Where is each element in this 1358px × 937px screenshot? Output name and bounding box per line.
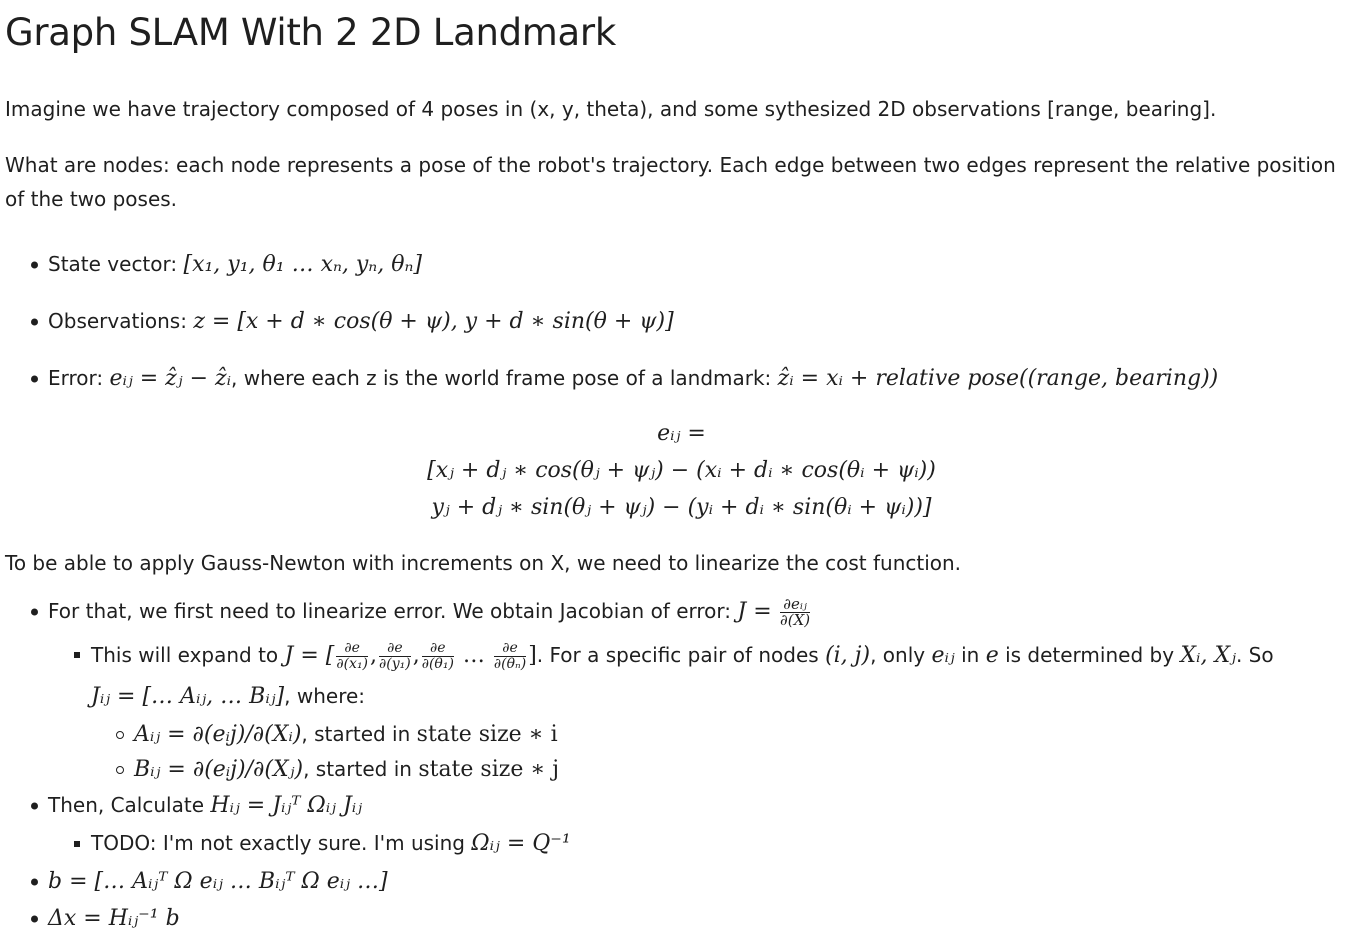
jacobian-lhs: J =	[737, 599, 772, 624]
list-item-delta-x	[5, 900, 1358, 937]
error-mid-text: , where each z is the world frame pose of a landmark:	[231, 366, 778, 390]
xs-math: Xᵢ, Xⱼ	[1180, 643, 1236, 668]
todo-list	[48, 824, 1358, 863]
equation-line-1: eᵢⱼ =	[657, 421, 706, 446]
partial-y1	[379, 641, 411, 672]
jij-math: Jᵢⱼ = [… Aᵢⱼ, … Bᵢⱼ]	[91, 684, 285, 709]
fraction-numerator: ∂e	[422, 641, 454, 657]
eij-math: eᵢⱼ	[931, 643, 955, 668]
state-label: State vector:	[48, 252, 184, 276]
b-vector-math: b = [… Aᵢⱼᵀ Ω eᵢⱼ … Bᵢⱼᵀ Ω eᵢⱼ …]	[48, 869, 388, 894]
list-item-a	[91, 717, 1358, 752]
list-item-todo	[48, 824, 1358, 863]
list-item-jacobian	[5, 588, 1358, 635]
solve-list	[5, 787, 1358, 824]
e-math: e	[985, 643, 999, 668]
a-tail: state size ∗ i	[416, 722, 558, 747]
blocks-list	[91, 717, 1358, 787]
nodes-paragraph: What are nodes: each node represents a pose of the robot's trajectory. Each edge between two edges represent the relative position of the two poses.	[5, 153, 1336, 211]
expand-text: . For a specific pair of nodes	[536, 643, 826, 667]
fraction-denominator: ∂(θ₁)	[421, 656, 454, 672]
delta-x-math: Δx = Hᵢⱼ⁻¹ b	[48, 906, 180, 931]
b-tail: state size ∗ j	[418, 757, 560, 782]
error-math2: ẑᵢ = xᵢ + relative pose((range, bearing))	[777, 366, 1219, 391]
list-item-b-vector	[5, 863, 1358, 900]
equation-line-2: [xⱼ + dⱼ ∗ cos(θⱼ + ψⱼ) − (xᵢ + dᵢ ∗ cos(θᵢ + ψᵢ))	[427, 458, 936, 483]
expand-label: This will expand to	[91, 643, 285, 667]
list-item-error	[5, 350, 1358, 407]
state-math: [x₁, y₁, θ₁ … xₙ, yₙ, θₙ]	[183, 252, 422, 277]
linearization-list	[5, 588, 1358, 635]
so-text: . So	[1235, 643, 1274, 667]
expand-lhs: J = [	[284, 643, 335, 668]
fraction-numerator: ∂e	[336, 641, 368, 657]
only-text: , only	[870, 643, 932, 667]
a-math: Aᵢⱼ = ∂(eᵢj)/∂(Xᵢ)	[134, 722, 302, 747]
todo-label: TODO: I'm not exactly sure. I'm using	[91, 831, 472, 855]
fraction-denominator: ∂(X)	[779, 611, 811, 629]
obs-math: z = [x + d ∗ cos(θ + ψ), y + d ∗ sin(θ + ψ)]	[193, 309, 674, 334]
jacobian-fraction	[780, 597, 810, 628]
intro-paragraph: Imagine we have trajectory composed of 4 poses in (x, y, theta), and some sythesized 2D observations [range, bearing].	[5, 97, 1217, 121]
list-item-hessian	[5, 787, 1358, 824]
definitions-list	[5, 236, 1358, 407]
equation-line-3: yⱼ + dⱼ ∗ sin(θⱼ + ψⱼ) − (yᵢ + dᵢ ∗ sin(θᵢ + ψᵢ))]	[431, 495, 932, 520]
where-text: , where:	[284, 684, 366, 708]
error-label: Error:	[48, 366, 110, 390]
partial-x1	[336, 641, 368, 672]
list-item-expand: This will expand to J = [ $\frac{\partial e}{\text{∂(x₁)}}$ , $\frac{\partial e}{\text{∂(y₁)}}$ , $\frac{\partial e}{\text{∂(θ₁)}}$ … $\frac{\partial e}{\text{∂(θₙ)}}$ ]. For a specific pair of nodes (i, j), only eᵢⱼ in e is determined by Xᵢ, Xⱼ. So Jᵢⱼ = [… Aᵢⱼ, … Bᵢⱼ], where: Aᵢⱼ = ∂(eᵢj)/∂(Xᵢ), started in state size ∗ i Bᵢⱼ = ∂(eᵢj)/∂(Xⱼ), started in state size ∗ j	[48, 635, 1358, 787]
a-text: , started in	[301, 722, 417, 746]
fraction-numerator: ∂e	[379, 641, 411, 657]
fraction-denominator: ∂(θₙ)	[493, 656, 527, 672]
b-math: Bᵢⱼ = ∂(eᵢj)/∂(Xⱼ)	[134, 757, 304, 782]
final-list	[5, 863, 1358, 937]
list-item-observations	[5, 293, 1358, 350]
determined-text: is determined by	[998, 643, 1181, 667]
pair-math: (i, j)	[825, 643, 871, 668]
list-item-state	[5, 236, 1358, 293]
list-item-b	[91, 752, 1358, 787]
fraction-denominator: ∂(x₁)	[336, 656, 369, 672]
error-equation-block	[5, 415, 1358, 526]
jacobian-label: For that, we first need to linearize error. We obtain Jacobian of error:	[48, 599, 738, 623]
gauss-newton-paragraph: To be able to apply Gauss-Newton with increments on X, we need to linearize the cost function.	[5, 551, 962, 575]
in-text: in	[954, 643, 986, 667]
obs-label: Observations:	[48, 309, 194, 333]
b-text: , started in	[303, 757, 419, 781]
hessian-label: Then, Calculate	[48, 793, 211, 817]
partial-thetan	[494, 641, 526, 672]
fraction-denominator: ∂(y₁)	[379, 656, 411, 672]
hessian-math: Hᵢⱼ = Jᵢⱼᵀ Ωᵢⱼ Jᵢⱼ	[210, 793, 363, 818]
partial-theta1	[422, 641, 454, 672]
fraction-numerator: ∂eᵢⱼ	[780, 597, 810, 613]
fraction-numerator: ∂e	[494, 641, 526, 657]
page-title: Graph SLAM With 2 2D Landmark	[5, 11, 616, 54]
todo-math: Ωᵢⱼ = Q⁻¹	[471, 831, 571, 856]
error-math: eᵢⱼ = ẑⱼ − ẑᵢ	[109, 366, 232, 391]
expand-list	[48, 635, 1358, 787]
